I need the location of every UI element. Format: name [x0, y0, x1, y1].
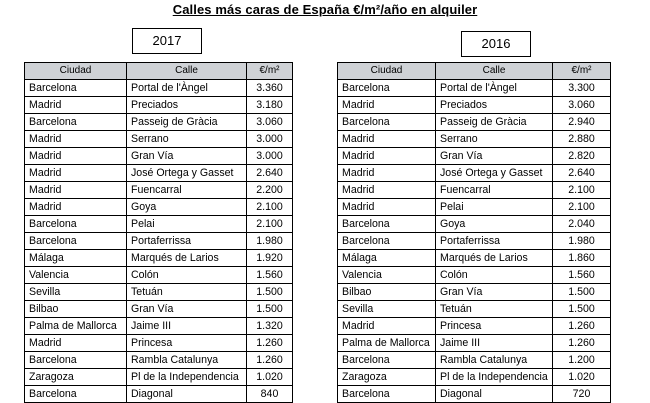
table-row	[338, 267, 611, 284]
cell-calle: Portaferrissa	[436, 233, 553, 250]
table-row	[25, 148, 293, 165]
table-row	[338, 148, 611, 165]
cell-ciudad: Madrid	[338, 131, 436, 148]
cell-price: 3.180	[247, 97, 293, 114]
cell-calle: Gran Vía	[127, 301, 247, 318]
cell-price: 1.920	[247, 250, 293, 267]
cell-ciudad: Barcelona	[25, 216, 127, 233]
table-row	[338, 233, 611, 250]
cell-price: 2.040	[553, 216, 611, 233]
cell-ciudad: Madrid	[338, 165, 436, 182]
table-row	[338, 199, 611, 216]
table-row	[338, 250, 611, 267]
cell-price: 3.360	[247, 80, 293, 97]
cell-price: 1.500	[553, 301, 611, 318]
table-row	[25, 318, 293, 335]
cell-ciudad: Málaga	[25, 250, 127, 267]
cell-ciudad: Barcelona	[25, 114, 127, 131]
cell-calle: Marqués de Larios	[127, 250, 247, 267]
cell-calle: Tetuán	[127, 284, 247, 301]
cell-price: 1.560	[553, 267, 611, 284]
cell-calle: Goya	[436, 216, 553, 233]
cell-price: 1.980	[247, 233, 293, 250]
cell-price: 1.500	[553, 284, 611, 301]
cell-calle: Portal de l'Àngel	[127, 80, 247, 97]
cell-ciudad: Palma de Mallorca	[25, 318, 127, 335]
cell-ciudad: Bilbao	[25, 301, 127, 318]
table-row	[25, 352, 293, 369]
cell-calle: Goya	[127, 199, 247, 216]
cell-price: 2.100	[553, 182, 611, 199]
rent-table-2017	[24, 62, 293, 403]
cell-ciudad: Zaragoza	[25, 369, 127, 386]
cell-price: 720	[553, 386, 611, 403]
table-header-row	[338, 63, 611, 80]
cell-ciudad: Valencia	[338, 267, 436, 284]
cell-calle: Princesa	[127, 335, 247, 352]
table-row	[338, 114, 611, 131]
table-header-row	[25, 63, 293, 80]
column-header-ciudad: Ciudad	[338, 63, 436, 80]
cell-ciudad: Madrid	[338, 318, 436, 335]
cell-ciudad: Barcelona	[338, 352, 436, 369]
table-row	[25, 301, 293, 318]
cell-calle: Pelai	[127, 216, 247, 233]
cell-price: 1.020	[553, 369, 611, 386]
cell-ciudad: Madrid	[25, 199, 127, 216]
cell-calle: Princesa	[436, 318, 553, 335]
table-row	[338, 80, 611, 97]
cell-calle: Preciados	[127, 97, 247, 114]
table-row	[25, 165, 293, 182]
cell-price: 3.300	[553, 80, 611, 97]
cell-calle: Diagonal	[127, 386, 247, 403]
year-label-2016: 2016	[461, 31, 531, 57]
table-row	[338, 284, 611, 301]
cell-calle: Gran Vía	[127, 148, 247, 165]
cell-calle: José Ortega y Gasset	[127, 165, 247, 182]
cell-ciudad: Barcelona	[25, 233, 127, 250]
table-row	[338, 216, 611, 233]
table-row	[25, 97, 293, 114]
cell-ciudad: Barcelona	[25, 80, 127, 97]
cell-calle: Colón	[436, 267, 553, 284]
column-header-price: €/m²	[247, 63, 293, 80]
column-header-price: €/m²	[553, 63, 611, 80]
cell-ciudad: Madrid	[25, 335, 127, 352]
table-row	[25, 114, 293, 131]
table-row	[25, 199, 293, 216]
table-row	[338, 165, 611, 182]
cell-price: 2.200	[247, 182, 293, 199]
cell-calle: José Ortega y Gasset	[436, 165, 553, 182]
cell-calle: Tetuán	[436, 301, 553, 318]
cell-ciudad: Palma de Mallorca	[338, 335, 436, 352]
cell-ciudad: Valencia	[25, 267, 127, 284]
cell-price: 1.260	[247, 335, 293, 352]
cell-price: 1.860	[553, 250, 611, 267]
cell-price: 3.000	[247, 131, 293, 148]
table-row	[25, 80, 293, 97]
cell-calle: Serrano	[127, 131, 247, 148]
table-body-2017	[25, 80, 293, 403]
cell-price: 1.200	[553, 352, 611, 369]
cell-price: 2.100	[553, 199, 611, 216]
cell-price: 2.880	[553, 131, 611, 148]
cell-ciudad: Sevilla	[338, 301, 436, 318]
table-row	[338, 97, 611, 114]
cell-ciudad: Barcelona	[338, 216, 436, 233]
cell-calle: Passeig de Gràcia	[436, 114, 553, 131]
table-row	[25, 250, 293, 267]
table-row	[338, 301, 611, 318]
cell-price: 1.260	[247, 352, 293, 369]
year-label-2017: 2017	[132, 28, 202, 54]
cell-ciudad: Madrid	[25, 148, 127, 165]
table-row	[25, 335, 293, 352]
cell-ciudad: Barcelona	[338, 233, 436, 250]
cell-price: 3.060	[247, 114, 293, 131]
cell-calle: Fuencarral	[127, 182, 247, 199]
column-header-ciudad: Ciudad	[25, 63, 127, 80]
cell-price: 1.560	[247, 267, 293, 284]
cell-price: 1.320	[247, 318, 293, 335]
table-body-2016	[338, 80, 611, 403]
cell-ciudad: Madrid	[25, 97, 127, 114]
cell-price: 3.000	[247, 148, 293, 165]
table-row	[338, 335, 611, 352]
table-row	[25, 216, 293, 233]
column-header-calle: Calle	[436, 63, 553, 80]
cell-price: 1.260	[553, 318, 611, 335]
cell-calle: Marqués de Larios	[436, 250, 553, 267]
cell-price: 1.980	[553, 233, 611, 250]
table-row	[338, 352, 611, 369]
cell-price: 1.500	[247, 284, 293, 301]
cell-calle: Passeig de Gràcia	[127, 114, 247, 131]
page-title: Calles más caras de España €/m²/año en alquiler	[172, 2, 478, 17]
cell-price: 2.940	[553, 114, 611, 131]
table-row	[338, 369, 611, 386]
table-row	[25, 233, 293, 250]
cell-ciudad: Madrid	[25, 182, 127, 199]
cell-calle: Rambla Catalunya	[127, 352, 247, 369]
cell-calle: Pelai	[436, 199, 553, 216]
table-row	[338, 131, 611, 148]
cell-calle: Rambla Catalunya	[436, 352, 553, 369]
cell-calle: Preciados	[436, 97, 553, 114]
cell-ciudad: Madrid	[25, 165, 127, 182]
cell-ciudad: Madrid	[338, 199, 436, 216]
cell-calle: Colón	[127, 267, 247, 284]
cell-calle: Portaferrissa	[127, 233, 247, 250]
cell-price: 1.260	[553, 335, 611, 352]
rent-table-2016	[337, 62, 611, 403]
cell-price: 2.820	[553, 148, 611, 165]
cell-calle: Jaime III	[127, 318, 247, 335]
cell-price: 2.640	[553, 165, 611, 182]
cell-ciudad: Barcelona	[338, 80, 436, 97]
cell-calle: Gran Vía	[436, 148, 553, 165]
cell-ciudad: Barcelona	[338, 114, 436, 131]
table-row	[25, 369, 293, 386]
cell-ciudad: Madrid	[338, 182, 436, 199]
cell-ciudad: Madrid	[338, 97, 436, 114]
cell-ciudad: Barcelona	[25, 352, 127, 369]
cell-ciudad: Barcelona	[25, 386, 127, 403]
table-row	[338, 318, 611, 335]
cell-ciudad: Madrid	[25, 131, 127, 148]
cell-ciudad: Málaga	[338, 250, 436, 267]
table-row	[25, 267, 293, 284]
column-header-calle: Calle	[127, 63, 247, 80]
cell-price: 1.500	[247, 301, 293, 318]
cell-ciudad: Bilbao	[338, 284, 436, 301]
cell-price: 2.640	[247, 165, 293, 182]
cell-calle: Pl de la Independencia	[436, 369, 553, 386]
cell-calle: Gran Vía	[436, 284, 553, 301]
cell-ciudad: Barcelona	[338, 386, 436, 403]
table-row	[25, 182, 293, 199]
table-row	[25, 284, 293, 301]
cell-price: 1.020	[247, 369, 293, 386]
cell-calle: Serrano	[436, 131, 553, 148]
cell-price: 2.100	[247, 199, 293, 216]
cell-calle: Jaime III	[436, 335, 553, 352]
cell-ciudad: Sevilla	[25, 284, 127, 301]
table-row	[338, 182, 611, 199]
cell-price: 2.100	[247, 216, 293, 233]
cell-ciudad: Zaragoza	[338, 369, 436, 386]
cell-calle: Pl de la Independencia	[127, 369, 247, 386]
cell-ciudad: Madrid	[338, 148, 436, 165]
cell-calle: Diagonal	[436, 386, 553, 403]
cell-price: 840	[247, 386, 293, 403]
cell-calle: Fuencarral	[436, 182, 553, 199]
cell-calle: Portal de l'Àngel	[436, 80, 553, 97]
cell-price: 3.060	[553, 97, 611, 114]
table-row	[25, 131, 293, 148]
